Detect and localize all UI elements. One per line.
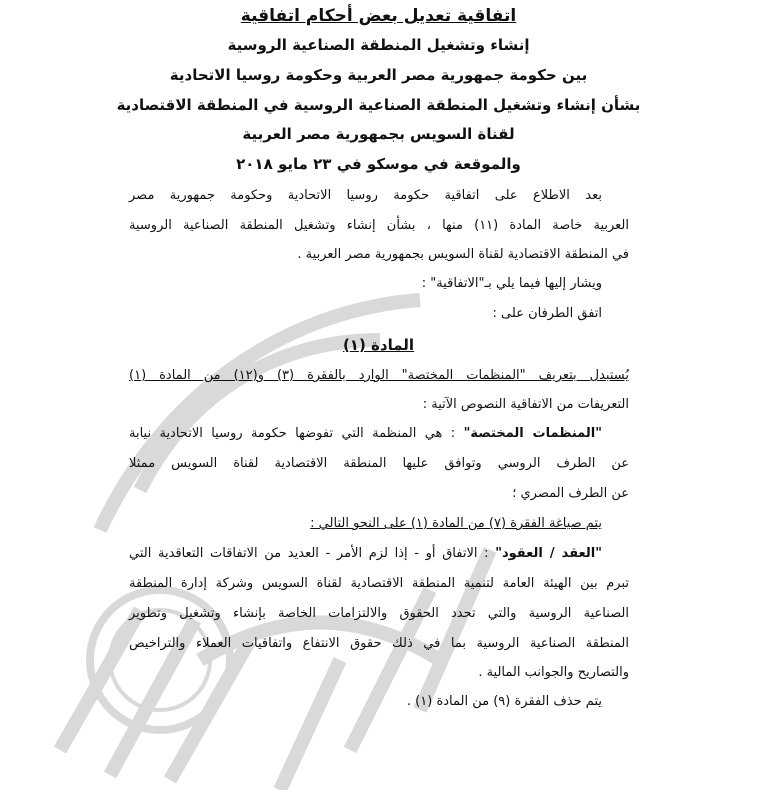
definition-2-line-4: المنطقة الصناعية الروسية بما في ذلك حقوق الانتفاع واتفاقيات العملاء والتراخيص (129, 636, 629, 651)
intro-line-1: بعد الاطلاع على اتفاقية حكومة روسيا الاتحادية وحكومة جمهورية مصر (129, 188, 602, 203)
definition-2-line-3: الصناعية الروسية والتي تحدد الحقوق والالتزامات الخاصة بإنشاء وتشغيل وتطوير (129, 606, 629, 621)
definition-2-line-2: تبرم بين الهيئة العامة لتنمية المنطقة الاقتصادية لقناة السويس وشركة إدارة المنطقة (129, 576, 629, 591)
subtitle-line-1: إنشاء وتشغيل المنطقة الصناعية الروسية (227, 36, 530, 54)
definition-2-line-5: والتصاريح والجوانب المالية . (478, 665, 629, 680)
delete-paragraph-line: يتم حذف الفقرة (٩) من المادة (١) . (406, 694, 602, 709)
agreed-line: اتفق الطرفان على : (492, 306, 602, 321)
definition-1-line-3: عن الطرف المصري ؛ (512, 486, 629, 501)
subtitle-line-3: بشأن إنشاء وتشغيل المنطقة الصناعية الروسية في المنطقة الاقتصادية (116, 96, 641, 114)
referred-line: ويشار إليها فيما يلي بـ"الاتفاقية" : (421, 276, 602, 291)
definition-1-text: : هي المنظمة التي تفوضها حكومة روسيا الاتحادية نيابة (129, 426, 464, 441)
article-intro-line-1: يُستبدل بتعريف "المنظمات المختصة" الوارد بالفقرة (٣) و(١٢) من المادة (١) (129, 368, 629, 383)
definition-2-line-1 (129, 546, 602, 561)
paragraph-7-line: يتم صياغة الفقرة (٧) من المادة (١) على النحو التالي : (310, 516, 602, 531)
definition-2-text: : الاتفاق أو - إذا لزم الأمر - العديد من الاتفاقات التعاقدية التي (129, 546, 496, 561)
article-intro-line-2: التعريفات من الاتفاقية النصوص الآتية : (422, 397, 629, 412)
document-title: اتفاقية تعديل بعض أحكام اتفاقية (240, 6, 517, 26)
definition-1-line-2: عن الطرف الروسي وتوافق عليها المنطقة الاقتصادية لقناة السويس ممثلا (129, 456, 629, 471)
definition-2-term: "العقد / العقود" (495, 546, 602, 561)
definition-1-term: "المنظمات المختصة" (463, 426, 602, 441)
intro-line-3: في المنطقة الاقتصادية لقناة السويس بجمهورية مصر العربية . (297, 247, 629, 262)
article-1-heading: المادة (١) (342, 336, 415, 354)
intro-line-2: العربية خاصة المادة (١١) منها ، بشأن إنشاء وتشغيل المنطقة الصناعية الروسية (129, 218, 629, 233)
subtitle-line-2: بين حكومة جمهورية مصر العربية وحكومة روسيا الاتحادية (169, 66, 588, 84)
subtitle-line-4: لقناة السويس بجمهورية مصر العربية (242, 125, 515, 143)
definition-1-line-1 (129, 426, 602, 441)
subtitle-line-5: والموقعة في موسكو في ٢٣ مايو ٢٠١٨ (236, 155, 521, 173)
